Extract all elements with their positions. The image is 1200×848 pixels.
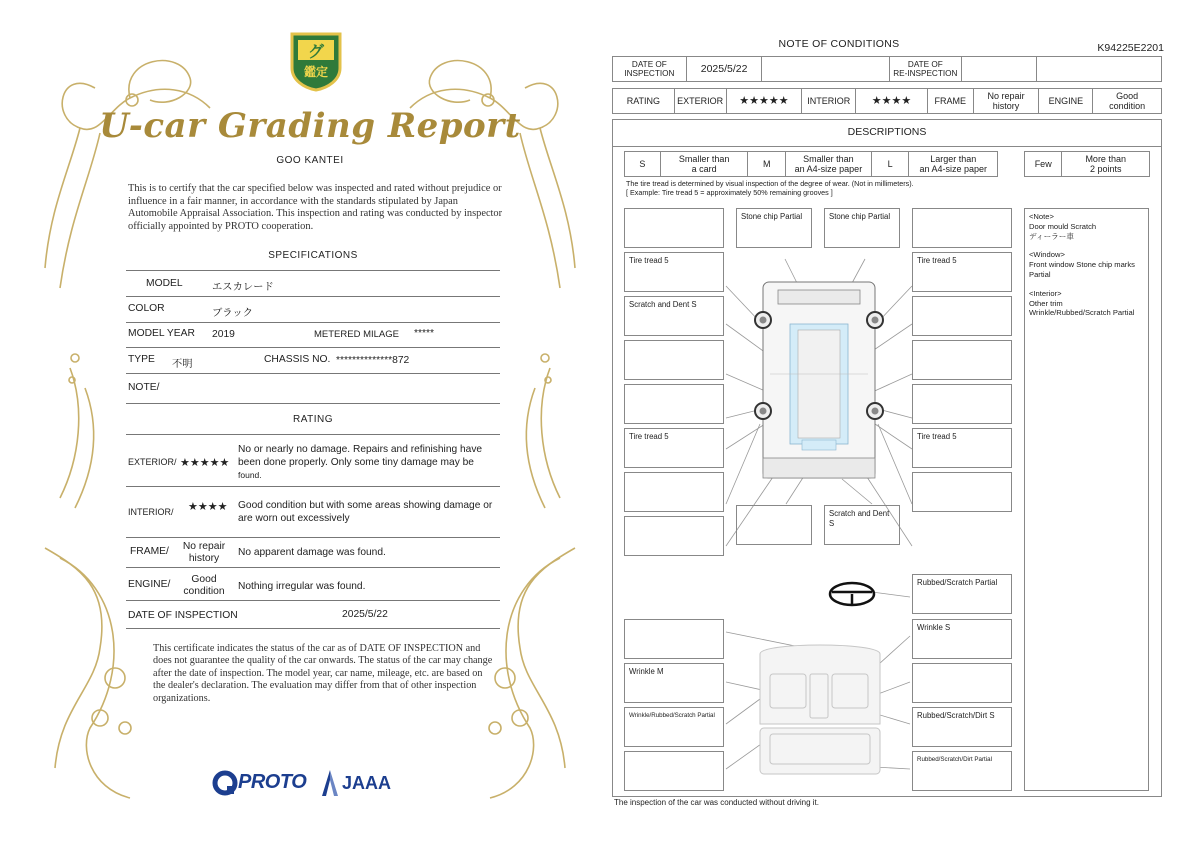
condition-box: Scratch and Dent S (824, 505, 900, 545)
legend-few: Few (1025, 152, 1062, 176)
note-label: NOTE/ (128, 382, 160, 393)
condition-box (624, 340, 724, 380)
condition-box (912, 296, 1012, 336)
frame-value: No repair history (974, 89, 1040, 113)
divider (126, 403, 500, 404)
note-line: ディーラー車 (1029, 231, 1074, 241)
legend-m-desc: Smaller than an A4-size paper (786, 152, 872, 176)
condition-box (912, 208, 1012, 248)
model-value: エスカレード (212, 282, 274, 293)
frame-label: FRAME (928, 89, 974, 113)
specifications-heading: SPECIFICATIONS (268, 250, 358, 261)
svg-text:鑑定: 鑑定 (303, 65, 329, 79)
engine-value-line: condition (183, 586, 225, 597)
date-of-inspection-label: DATE OF INSPECTION (613, 57, 687, 81)
logos (212, 768, 412, 798)
condition-box (912, 472, 1012, 512)
certification-statement: This is to certify that the car specified below was inspected and rated without prejudice or influence in a fair manner, in accordance with the standards stipulated by Japan Automobile Appraisal Association. This inspection and rating was conducted by inspector officially appointed by PROTO cooperation. (128, 183, 503, 232)
legend-s-desc: Smaller than a card (661, 152, 749, 176)
divider (126, 537, 500, 538)
rating-label: RATING (613, 89, 675, 113)
type-label: TYPE (128, 354, 155, 365)
report-title: U-car Grading Report (99, 106, 521, 146)
condition-box: Stone chip Partial (824, 208, 900, 248)
interior-label: INTERIOR/ (128, 507, 174, 517)
engine-value (176, 574, 232, 598)
interior-description: Good condition but with some areas showing damage or are worn out excessively (238, 500, 493, 524)
sheet-id: K94225E2201 (1097, 42, 1164, 54)
jaaa-logo-icon (320, 768, 340, 798)
empty-cell (762, 57, 890, 81)
engine-value-line: Good (191, 574, 217, 585)
proto-logo-icon (212, 770, 238, 796)
rating-heading: RATING (292, 414, 334, 425)
interior-stars: ★★★★ (856, 89, 928, 113)
divider (126, 322, 500, 323)
exterior-description-tail: found. (238, 470, 262, 480)
frame-label: FRAME/ (130, 546, 169, 557)
note-of-conditions-sheet (610, 34, 1166, 814)
note-line: Door mould Scratch (1029, 221, 1097, 231)
svg-text:グ: グ (307, 42, 325, 61)
sheet-title: NOTE OF CONDITIONS (778, 38, 900, 50)
metered-milage-value: ***** (414, 328, 435, 339)
model-year-value: 2019 (212, 329, 235, 340)
legend-few-desc: More than 2 points (1085, 153, 1126, 174)
chassis-value: **************872 (336, 355, 410, 366)
empty-cell (1037, 57, 1161, 81)
exterior-description (238, 444, 498, 483)
condition-box: Tire tread 5 (624, 252, 724, 292)
report-subtitle: GOO KANTEI (276, 155, 344, 166)
divider (613, 146, 1161, 147)
legend-l-desc: Larger than an A4-size paper (919, 153, 988, 174)
condition-box (624, 472, 724, 512)
color-value: ブラック (212, 308, 253, 319)
condition-box (912, 340, 1012, 380)
engine-label: ENGINE (1039, 89, 1093, 113)
tire-tread-note-line: The tire tread is determined by visual inspection of the degree of wear. (Not in millimeters). (626, 179, 914, 188)
certificate-footnote: This certificate indicates the status of the car as of DATE OF INSPECTION and does not guarantee the quality of the car onwards. The status of the car may change after the date of inspection. The model year, car name, mileage, etc. are based on the dealer's declaration. The evaluation may differ from that of other inspection organizations. (153, 643, 493, 704)
condition-box (624, 208, 724, 248)
exterior-stars: ★★★★★ (727, 89, 803, 113)
condition-box (624, 516, 724, 556)
condition-box: Stone chip Partial (736, 208, 812, 248)
date-of-inspection-value: 2025/5/22 (342, 609, 388, 620)
few-legend (1024, 151, 1150, 177)
grading-certificate (40, 28, 580, 808)
exterior-description-text: No or nearly no damage. Repairs and refinishing have been done properly. Only some tiny damage may be (238, 444, 483, 468)
condition-box (624, 751, 724, 791)
chassis-label: CHASSIS NO. (264, 354, 331, 365)
frame-description: No apparent damage was found. (238, 547, 386, 558)
proto-logo-text: PROTO (238, 771, 307, 793)
condition-box: Wrinkle M (624, 663, 724, 703)
model-label: MODEL (146, 278, 183, 289)
divider (126, 270, 500, 271)
legend-m: M (748, 152, 786, 176)
date-table (612, 56, 1162, 82)
tire-tread-note (626, 179, 914, 197)
note-heading: <Note> (1029, 212, 1054, 221)
engine-label: ENGINE/ (128, 579, 171, 590)
condition-box: Tire tread 5 (912, 428, 1012, 468)
divider (126, 567, 500, 568)
engine-value: Good condition (1109, 90, 1146, 111)
notes-panel (1024, 208, 1149, 791)
rating-table (612, 88, 1162, 114)
exterior-label: EXTERIOR (675, 89, 727, 113)
divider (126, 600, 500, 601)
condition-box: Rubbed/Scratch Partial (912, 574, 1012, 614)
metered-milage-label: METERED MILAGE (314, 329, 399, 340)
color-label: COLOR (128, 303, 165, 314)
divider (126, 486, 500, 487)
inspection-footer: The inspection of the car was conducted without driving it. (614, 798, 819, 807)
condition-box: Tire tread 5 (624, 428, 724, 468)
condition-box (912, 384, 1012, 424)
legend-s: S (625, 152, 661, 176)
exterior-stars: ★★★★★ (180, 457, 230, 469)
divider (126, 347, 500, 348)
interior-line: Wrinkle/Rubbed/Scratch Partial (1029, 308, 1135, 318)
frame-value (176, 541, 232, 565)
interior-line: Other trim (1029, 298, 1063, 308)
condition-box: Scratch and Dent S (624, 296, 724, 336)
jaaa-logo-text: JAAA (342, 773, 392, 793)
frame-value-line: No repair (182, 541, 226, 552)
reinspection-value (962, 57, 1038, 81)
exterior-label: EXTERIOR/ (128, 457, 177, 467)
interior-heading: <Interior> (1029, 288, 1062, 298)
size-legend (624, 151, 998, 177)
model-year-label: MODEL YEAR (128, 328, 195, 339)
divider (126, 296, 500, 297)
condition-box: Rubbed/Scratch/Dirt Partial (912, 751, 1012, 791)
legend-l: L (872, 152, 910, 176)
type-value: 不明 (172, 359, 193, 370)
window-line: Front window Stone chip marks Partial (1029, 260, 1135, 279)
date-of-inspection-value: 2025/5/22 (687, 57, 763, 81)
condition-box: Rubbed/Scratch/Dirt S (912, 707, 1012, 747)
interior-label: INTERIOR (802, 89, 856, 113)
condition-box (736, 505, 812, 545)
descriptions-heading: DESCRIPTIONS (847, 126, 927, 138)
frame-value-line: history (188, 553, 220, 564)
condition-box: Wrinkle/Rubbed/Scratch Partial (624, 707, 724, 747)
divider (126, 373, 500, 374)
condition-box (624, 619, 724, 659)
reinspection-label: DATE OF RE-INSPECTION (890, 57, 962, 81)
condition-box: Wrinkle S (912, 619, 1012, 659)
window-heading: <Window> (1029, 250, 1065, 260)
divider (126, 434, 500, 435)
tire-tread-note-line: [ Example: Tire tread 5 = approximately 50% remaining grooves ] (626, 188, 833, 197)
condition-box: Tire tread 5 (912, 252, 1012, 292)
goo-kantei-badge-icon (288, 30, 344, 92)
date-of-inspection-label: DATE OF INSPECTION (128, 610, 238, 621)
condition-box (912, 663, 1012, 703)
interior-stars: ★★★★ (188, 501, 228, 513)
condition-box (624, 384, 724, 424)
divider (126, 628, 500, 629)
engine-description: Nothing irregular was found. (238, 581, 366, 592)
